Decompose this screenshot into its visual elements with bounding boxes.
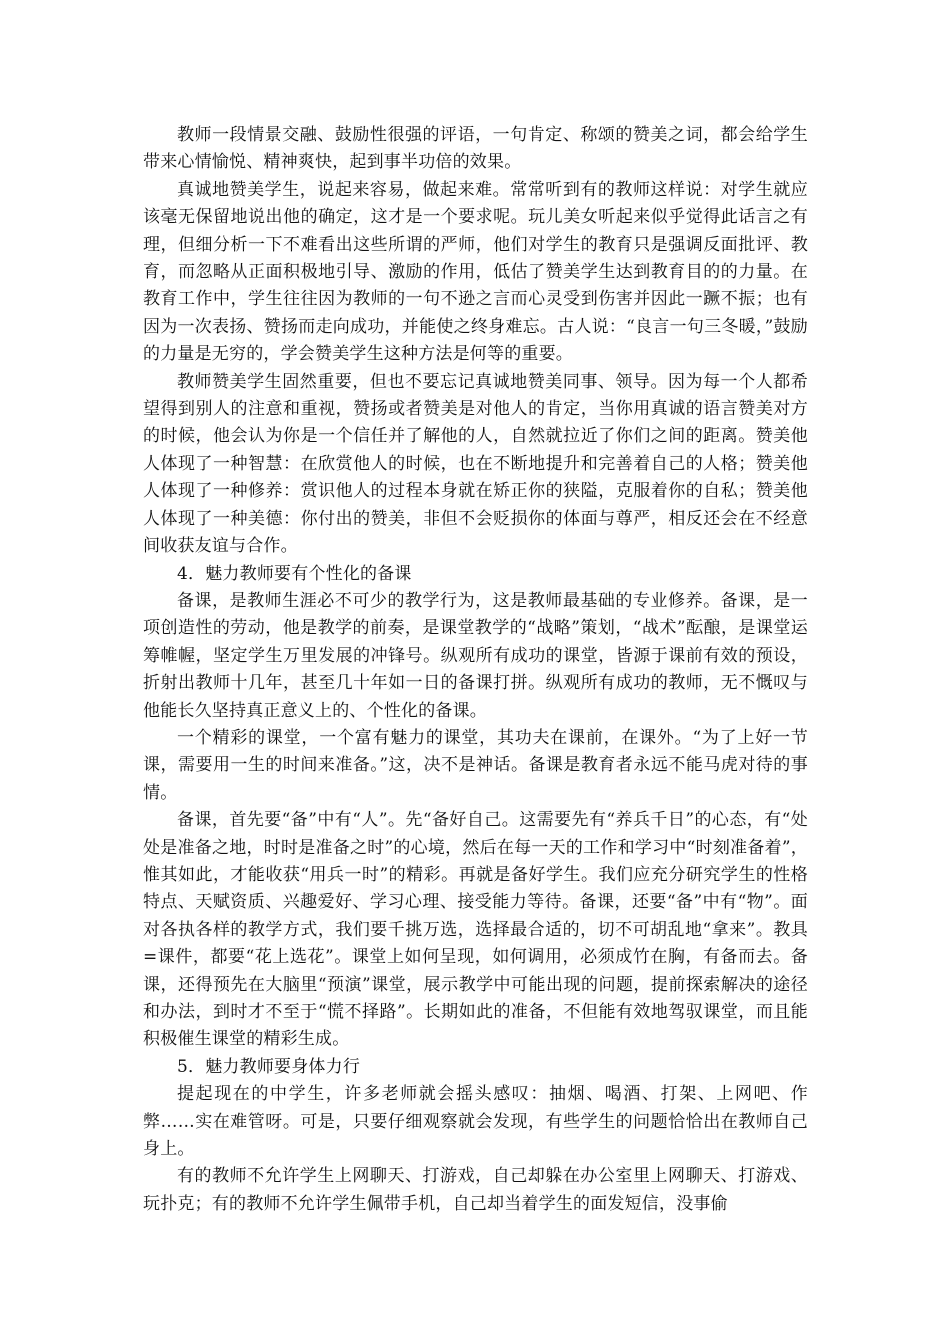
section-heading-lead-by-example: 5．魅力教师要身体力行 [177, 1056, 361, 1077]
paragraph-teacher-behavior: 有的教师不允许学生上网聊天、打游戏，自己却躲在办公室里上网聊天、打游戏、玩扑克；有的教师不允许学生佩带手机，自己却当着学生的面发短信，没事偷 [143, 1166, 808, 1214]
paragraph-sincere-praise: 真诚地赞美学生，说起来容易，做起来难。常常听到有的教师这样说：对学生就应该毫无保留地说出他的确定，这才是一个要求呢。玩儿美女听起来似乎觉得此话言之有理，但细分析一下不难看出这些所谓的严师，他们对学生的教育只是强调反面批评、教育，而忽略从正面积极地引导、激励的作用，低估了赞美学生达到教育目的的力量。在教育工作中，学生往往因为教师的一句不逊之言而心灵受到伤害并因此一蹶不振；也有因为一次表扬、赞扬而走向成功，并能使之终身难忘。古人说：“良言一句三冬暖，”鼓励的力量是无穷的，学会赞美学生这种方法是何等的重要。 [143, 179, 808, 365]
paragraph-praise-colleagues: 教师赞美学生固然重要，但也不要忘记真诚地赞美同事、领导。因为每一个人都希望得到别人的注意和重视，赞扬或者赞美是对他人的肯定，当你用真诚的语言赞美对方的时候，他会认为你是一个信任并了解他的人，自然就拉近了你们之间的距离。赞美他人体现了一种智慧：在欣赏他人的时候，也在不断地提升和完善着自己的人格；赞美他人体现了一种修养：赏识他人的过程本身就在矫正你的狭隘，克服着你的自私；赞美他人体现了一种美德：你付出的赞美，非但不会贬损你的体面与尊严，相反还会在不经意间收获友谊与合作。 [143, 371, 808, 557]
paragraph-student-problems: 提起现在的中学生，许多老师就会摇头感叹：抽烟、喝酒、打架、上网吧、作弊……实在难管呀。可是，只要仔细观察就会发现，有些学生的问题恰恰出在教师自己身上。 [143, 1084, 808, 1160]
paragraph-lesson-prep: 备课，是教师生涯必不可少的教学行为，这是教师最基础的专业修养。备课，是一项创造性的劳动，他是教学的前奏，是课堂教学的“战略”策划，“战术”酝酿，是课堂运筹帷幄，坚定学生万里发展的冲锋号。纵观所有成功的课堂，皆源于课前有效的预设，折射出教师十几年，甚至几十年如一日的备课打拼。纵观所有成功的教师，无不慨叹与他能长久坚持真正意义上的、个性化的备课。 [143, 590, 808, 721]
paragraph-prep-people-things: 备课，首先要“备”中有“人”。先“备好自己。这需要先有“养兵千日”的心态，有“处处是准备之地，时时是准备之时”的心境，然后在每一天的工作和学习中“时刻准备着”，惟其如此，才能收获“用兵一时”的精彩。再就是备好学生。我们应充分研究学生的性格特点、天赋资质、兴趣爱好、学习心理、接受能力等待。备课，还要“备”中有“物”。面对各执各样的教学方式，我们要千挑万选，选择最合适的，切不可胡乱地“拿来”。教具=课件，都要“花上选花”。课堂上如何呈现，如何调用，必须成竹在胸，有备而去。备课，还得预先在大脑里“预演”课堂，展示教学中可能出现的问题，提前探索解决的途径和办法，到时才不至于“慌不择路”。长期如此的准备，不但能有效地驾驭课堂，而且能积极催生课堂的精彩生成。 [143, 810, 808, 1050]
document-body [143, 122, 808, 1218]
paragraph-praise-comments: 教师一段情景交融、鼓励性很强的评语，一句肯定、称颂的赞美之词，都会给学生带来心情愉悦、精神爽快，起到事半功倍的效果。 [143, 125, 808, 173]
section-heading-lesson-prep: 4．魅力教师要有个性化的备课 [177, 563, 412, 584]
paragraph-wonderful-class: 一个精彩的课堂，一个富有魅力的课堂，其功夫在课前，在课外。“为了上好一节课，需要用一生的时间来准备。”这，决不是神话。备课是教育者永远不能马虎对待的事情。 [143, 727, 808, 803]
